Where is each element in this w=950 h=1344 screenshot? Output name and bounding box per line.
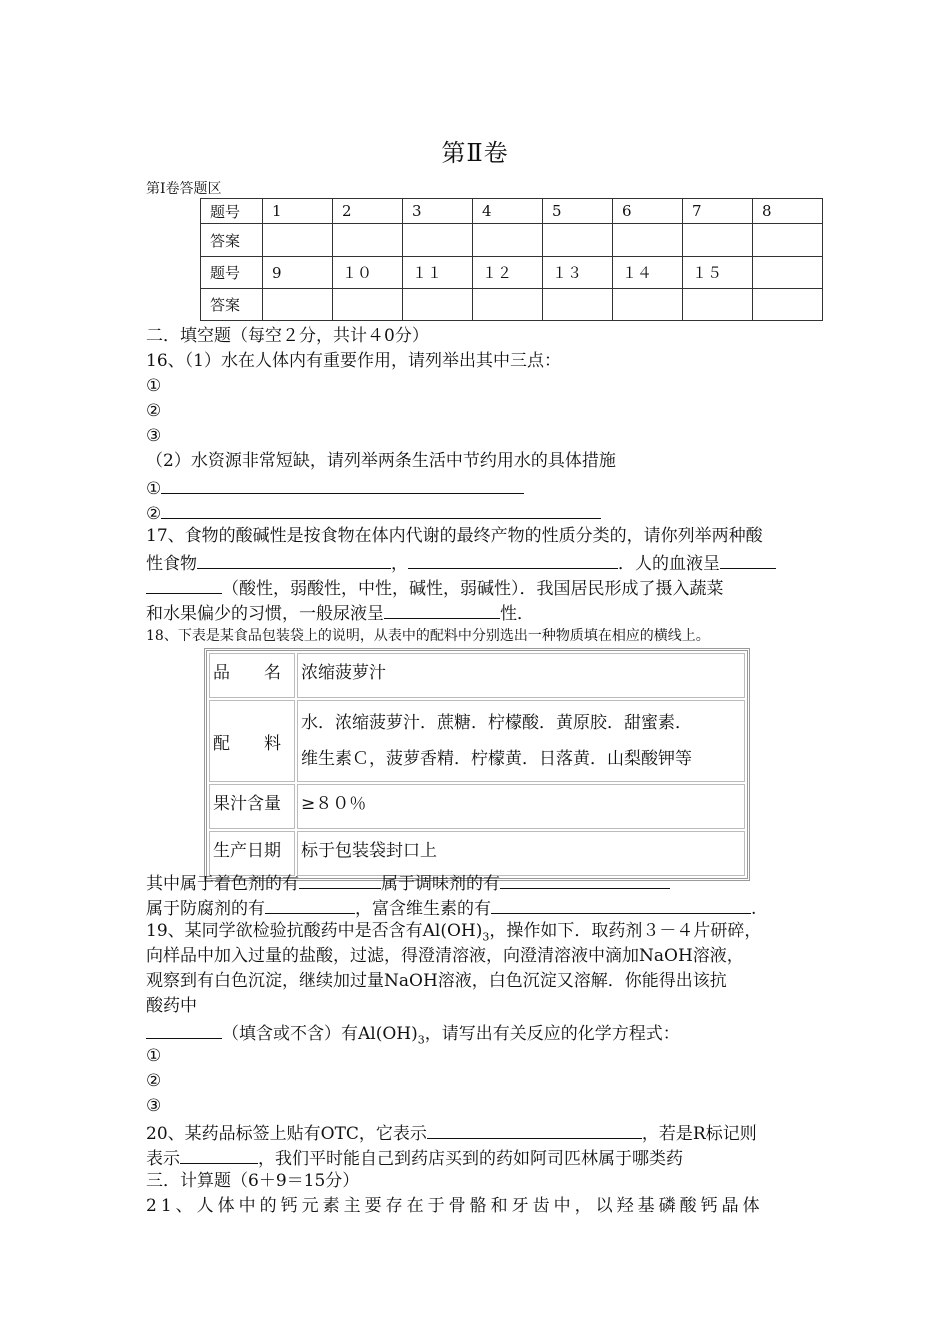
q21-stem: 21、人体中的钙元素主要存在于骨骼和牙齿中，以羟基磷酸钙晶体 [146,1196,764,1216]
q18-answer-line-2 [146,895,756,920]
answer-blank[interactable] [197,550,391,569]
text: ．人的血液呈 [618,554,720,574]
text: 和水果偏少的习惯，一般尿液呈 [146,604,384,624]
q19-line-2: 向样品中加入过量的盐酸，过滤，得澄清溶液，向澄清溶液中滴加NaOH溶液， [146,946,744,966]
question-number: １２ [473,257,543,289]
answer-cell[interactable] [543,289,613,321]
question-number: 1 [263,199,333,224]
answer-cell[interactable] [263,224,333,257]
text: （酸性，弱酸性，中性，碱性，弱碱性）．我国居民形成了摄入蔬菜 [222,579,724,599]
answer-cell[interactable] [473,289,543,321]
table-row [209,653,745,698]
table-row [209,700,745,782]
row-header: 题号 [201,199,263,224]
q19-mark-1: ① [146,1046,162,1066]
table-row [201,199,823,224]
text: 其中属于着色剂的有 [146,874,299,894]
answer-cell[interactable] [683,289,753,321]
row-value: ≥８０％ [297,784,745,829]
table-row [201,224,823,257]
row-value [297,700,745,782]
text: （填含或不含）有Al(OH) [222,1024,418,1044]
answer-blank[interactable] [299,870,381,889]
question-number: １１ [403,257,473,289]
answer-cell[interactable] [613,289,683,321]
text: 性． [500,604,534,624]
row-value: 浓缩菠萝汁 [297,653,745,698]
section-heading: 二．填空题（每空２分，共计４0分） [146,326,429,346]
text: . [751,899,757,919]
q19-line-3: 观察到有白色沉淀，继续加过量NaOH溶液，白色沉淀又溶解．你能得出该抗 [146,971,727,991]
question-number: 6 [613,199,683,224]
text: 19、某同学欲检验抗酸药中是否含有Al(OH) [146,921,483,941]
text: ， [391,554,408,574]
answer-blank[interactable] [146,575,222,594]
text: 属于防腐剂的有 [146,899,265,919]
text: ，请写出有关反应的化学方程式： [424,1024,680,1044]
question-number: １３ [543,257,613,289]
q16-mark-3: ③ [146,426,162,446]
answer-cell[interactable] [263,289,333,321]
answer-cell[interactable] [683,224,753,257]
q17-line-3 [146,575,724,600]
q16-part2-line-2 [146,500,601,525]
answer-cell[interactable] [333,289,403,321]
subscript: 3 [482,930,490,944]
answer-blank[interactable] [427,1120,642,1139]
answer-blank[interactable] [265,895,355,914]
answer-blank[interactable] [161,475,524,494]
ingredients-line-2: 维生素Ｃ，菠萝香精．柠檬黄．日落黄．山梨酸钾等 [301,749,692,769]
answer-cell[interactable] [753,224,823,257]
answer-cell[interactable] [333,224,403,257]
row-label: 生产日期 [209,831,295,876]
question-number: 4 [473,199,543,224]
answer-cell[interactable] [753,289,823,321]
question-number: 3 [403,199,473,224]
q17-line-4 [146,600,534,625]
question-number: １０ [333,257,403,289]
q16-part2-line-1 [146,475,524,500]
answer-cell[interactable] [613,224,683,257]
q16-part2: （2）水资源非常短缺，请列举两条生活中节约用水的具体措施 [146,451,616,471]
marker: ① [146,479,162,499]
table-row [209,784,745,829]
answer-table [200,198,823,321]
food-label-table [204,648,750,881]
q16-mark-2: ② [146,401,162,421]
row-header: 答案 [201,289,263,321]
question-number: 9 [263,257,333,289]
q17-line-1: 17、食物的酸碱性是按食物在体内代谢的最终产物的性质分类的，请你列举两种酸 [146,526,763,546]
question-number: 8 [753,199,823,224]
q18-stem: 18、下表是某食品包装袋上的说明，从表中的配料中分别选出一种物质填在相应的横线上。 [146,628,710,644]
text: 属于调味剂的有 [381,874,500,894]
answer-blank[interactable] [491,895,751,914]
text: ，富含维生素的有 [355,899,491,919]
q18-answer-line-1 [146,870,670,895]
page-title: 第Ⅱ卷 [441,139,509,167]
answer-blank[interactable] [720,550,776,569]
text: ，操作如下．取药剂３－４片研碎， [489,921,762,941]
row-label: 配 料 [209,700,295,782]
ingredients-line-1: 水．浓缩菠萝汁．蔗糖．柠檬酸．黄原胶．甜蜜素． [301,713,692,733]
q16-stem: 16、（1）水在人体内有重要作用，请列举出其中三点： [146,351,561,371]
question-number: 7 [683,199,753,224]
section-heading: 三．计算题（6＋9＝15分） [146,1171,360,1191]
answer-blank[interactable] [384,600,500,619]
answer-blank[interactable] [500,870,670,889]
q20-line-2 [146,1145,683,1170]
row-header: 题号 [201,257,263,289]
row-label: 果汁含量 [209,784,295,829]
row-value: 标于包装袋封口上 [297,831,745,876]
answer-cell[interactable] [403,224,473,257]
question-number: 5 [543,199,613,224]
q16-mark-1: ① [146,376,162,396]
answer-blank[interactable] [161,500,601,519]
question-number: １５ [683,257,753,289]
answer-blank[interactable] [408,550,618,569]
row-header: 答案 [201,224,263,257]
q20-line-1 [146,1120,757,1145]
text: 性食物 [146,554,197,574]
answer-blank[interactable] [180,1145,258,1164]
text: 表示 [146,1149,180,1169]
answer-area-label: 第Ⅰ卷答题区 [146,181,222,197]
table-row [201,257,823,289]
text: 20、某药品标签上贴有OTC，它表示 [146,1124,427,1144]
marker: ② [146,504,162,524]
q19-mark-2: ② [146,1071,162,1091]
text: ，若是R标记则 [641,1124,757,1144]
question-number: １４ [613,257,683,289]
question-number [753,257,823,289]
question-number: 2 [333,199,403,224]
row-label: 品 名 [209,653,295,698]
table-row [201,289,823,321]
q19-mark-3: ③ [146,1096,162,1116]
answer-cell[interactable] [543,224,613,257]
q17-line-2 [146,550,776,575]
answer-cell[interactable] [403,289,473,321]
subscript: 3 [417,1033,425,1047]
text: ，我们平时能自己到药店买到的药如阿司匹林属于哪类药 [258,1149,683,1169]
q19-line-5 [146,1020,680,1051]
answer-cell[interactable] [473,224,543,257]
answer-blank[interactable] [146,1020,222,1039]
q19-line-4: 酸药中 [146,996,197,1016]
